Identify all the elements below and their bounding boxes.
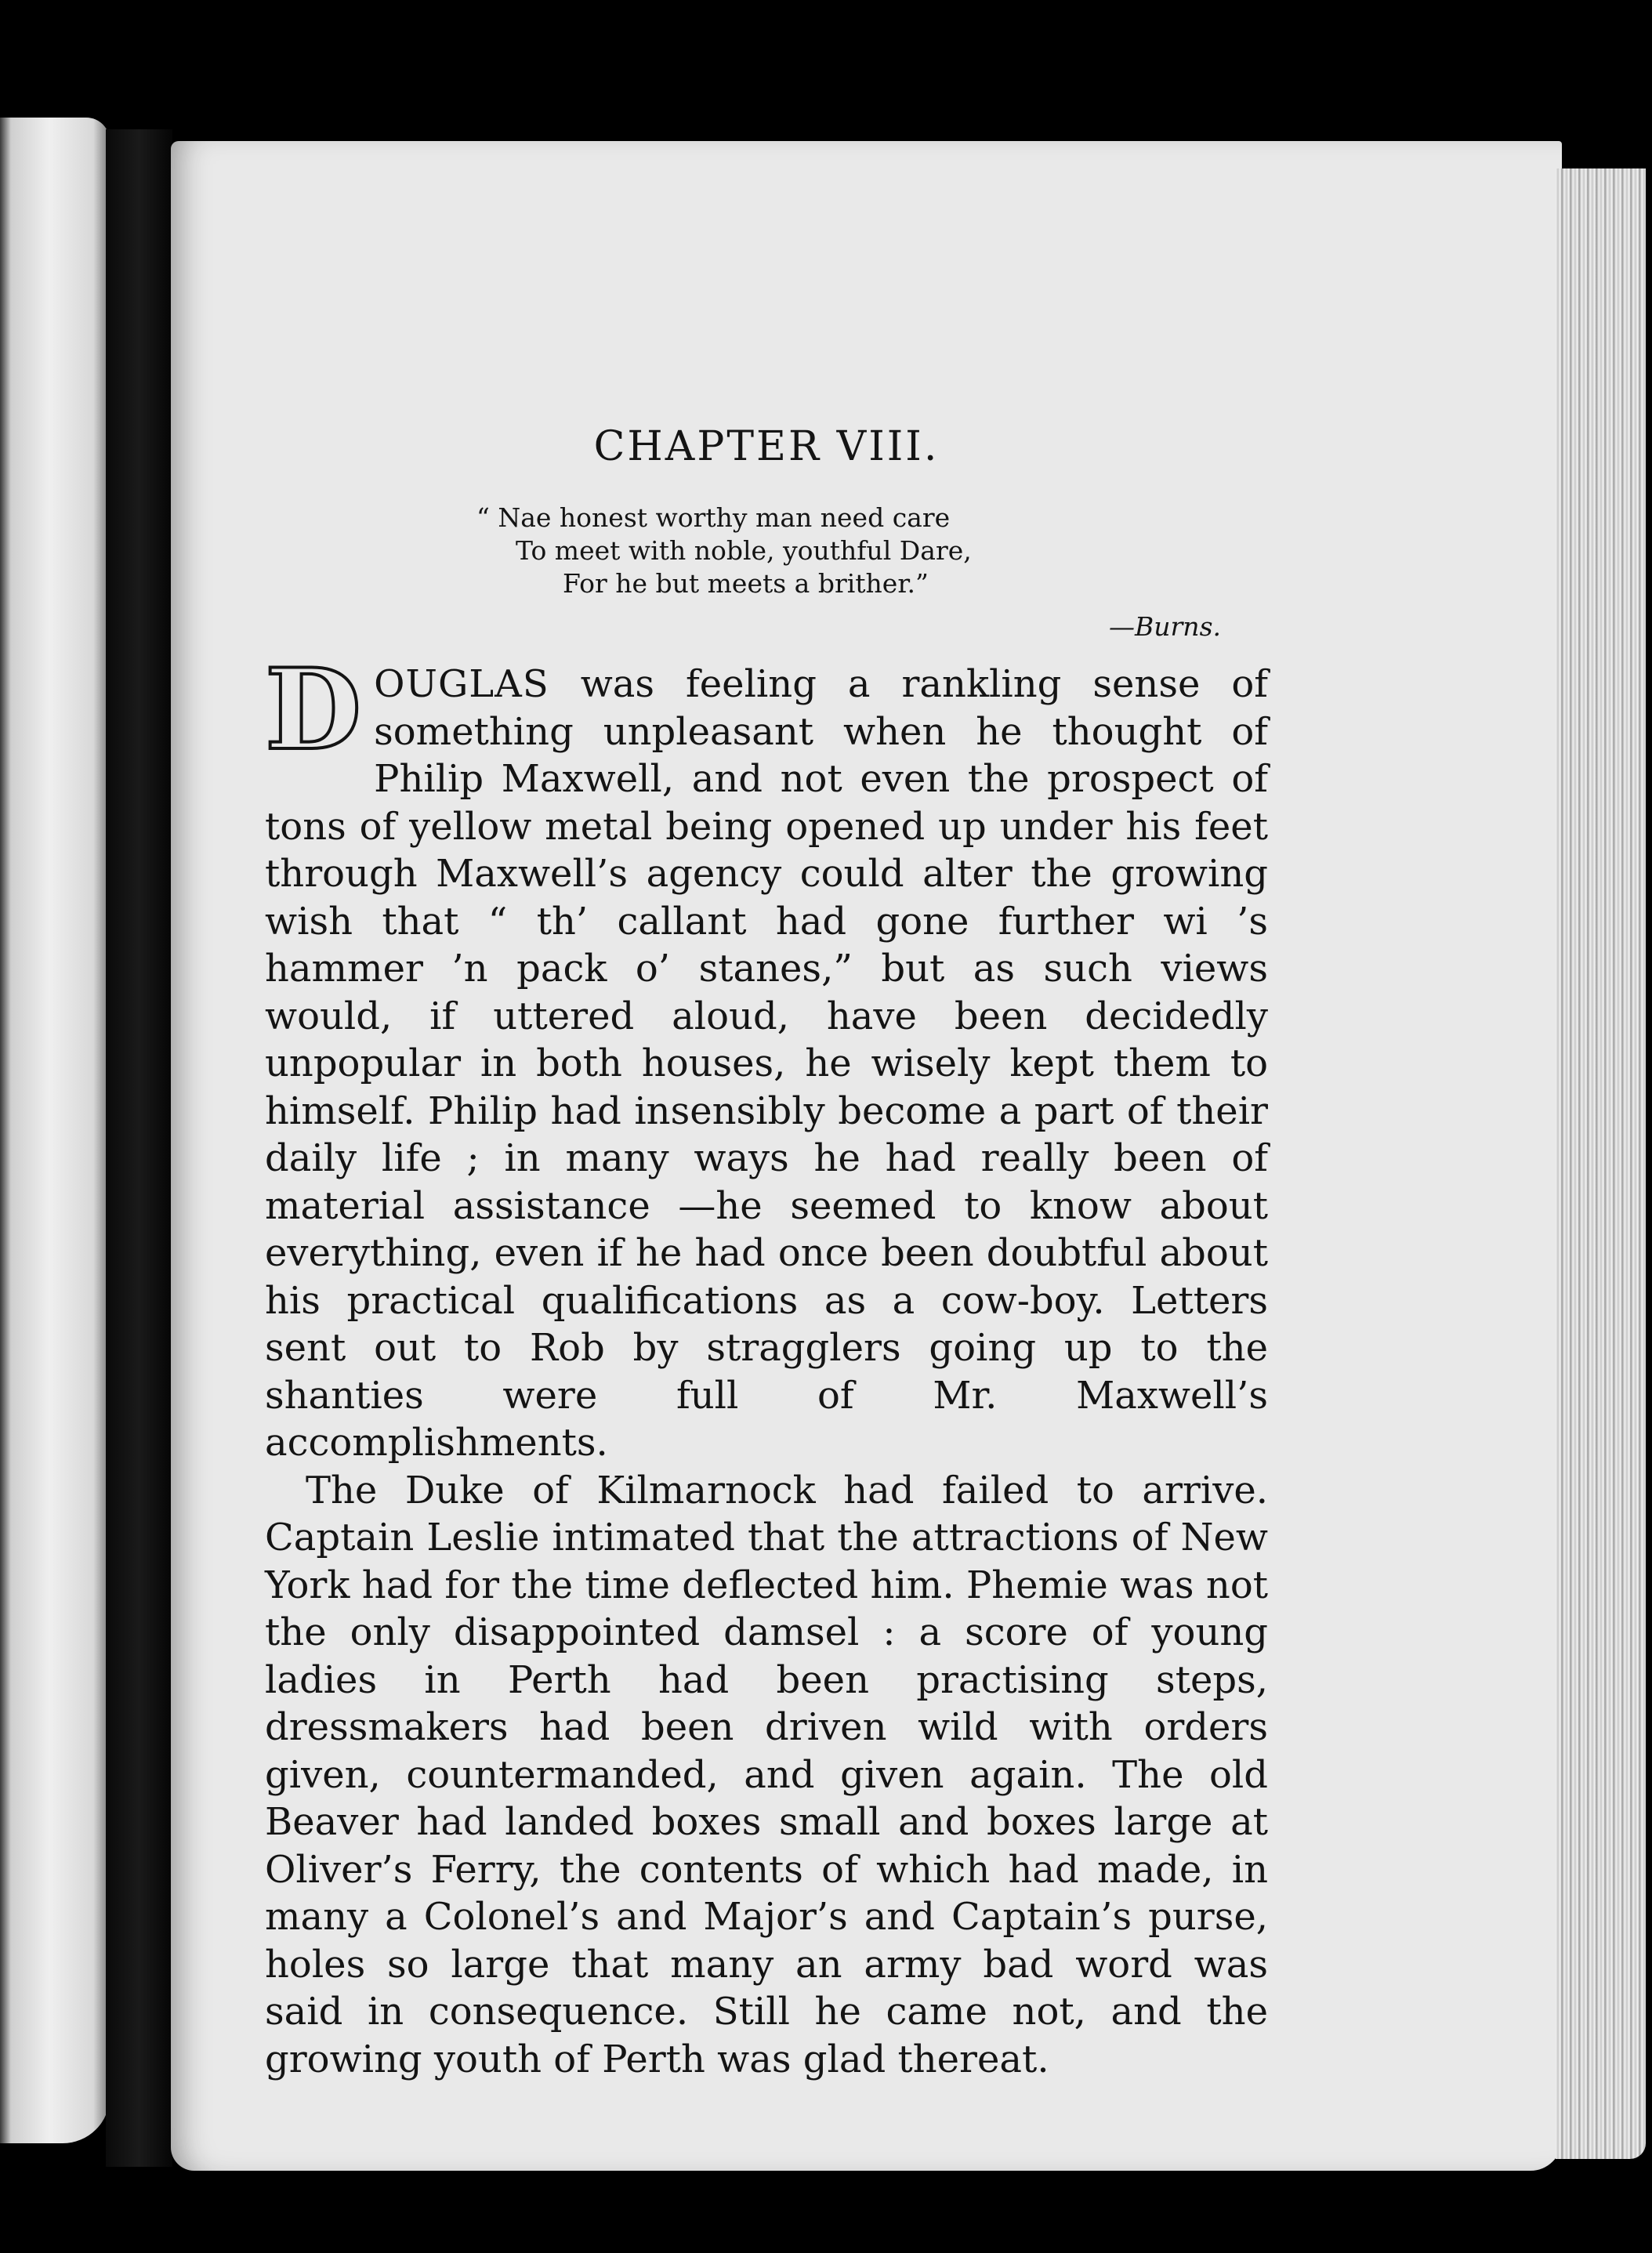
- chapter-body: [265, 645, 1268, 2083]
- paragraph: [265, 645, 1268, 1467]
- epigraph-line: To meet with noble, youthful Dare,: [516, 535, 972, 566]
- epigraph-line: “ Nae honest worthy man need care: [476, 502, 951, 533]
- epigraph: [476, 502, 1268, 600]
- epigraph-line: For he but meets a brither.”: [563, 568, 929, 599]
- epigraph-attribution: —Burns.: [1109, 611, 1221, 642]
- paragraph-text: was feeling a rankling sense of something unpleasant when he thought of Philip Maxwell, and not even the prospect of tons of yellow metal being opened up under his feet through Maxwell’s agency could alter the growing wish that “ th’ callant had gone further wi ’s hammer ’n pack o’ stanes,” but as such views would, if uttered aloud, have been decidedly unpopular in both houses, he wisely kept them to himself. Philip had insensibly become a part of their daily life ; in many ways he had really been of material assistance —he seemed to know about everything, even if he had once been doubtful about his practical qualifications as a cow-boy. Letters sent out to Rob by stragglers going up to the shanties were full of Mr. Maxwell’s accomplishments.: [265, 662, 1268, 1465]
- opening-word: OUGLAS: [374, 662, 549, 706]
- left-page-edge: [0, 118, 110, 2143]
- page-stack-edge: [1556, 168, 1646, 2159]
- chapter-title: CHAPTER VIII.: [593, 423, 940, 470]
- drop-cap: D: [265, 645, 362, 775]
- page-text: [265, 423, 1268, 2083]
- book-gutter: [106, 129, 172, 2167]
- paragraph: The Duke of Kilmarnock had failed to arrive. Captain Leslie intimated that the attractions of New York had for the time deflected him. Phemie was not the only disappointed damsel : a score of young ladies in Perth had been practising steps, dressmakers had been driven wild with orders given, countermanded, and given again. The old Beaver had landed boxes small and boxes large at Oliver’s Ferry, the contents of which had made, in many a Colonel’s and Major’s and Captain’s purse, holes so large that many an army bad word was said in consequence. Still he came not, and the growing youth of Perth was glad thereat.: [265, 1468, 1268, 2081]
